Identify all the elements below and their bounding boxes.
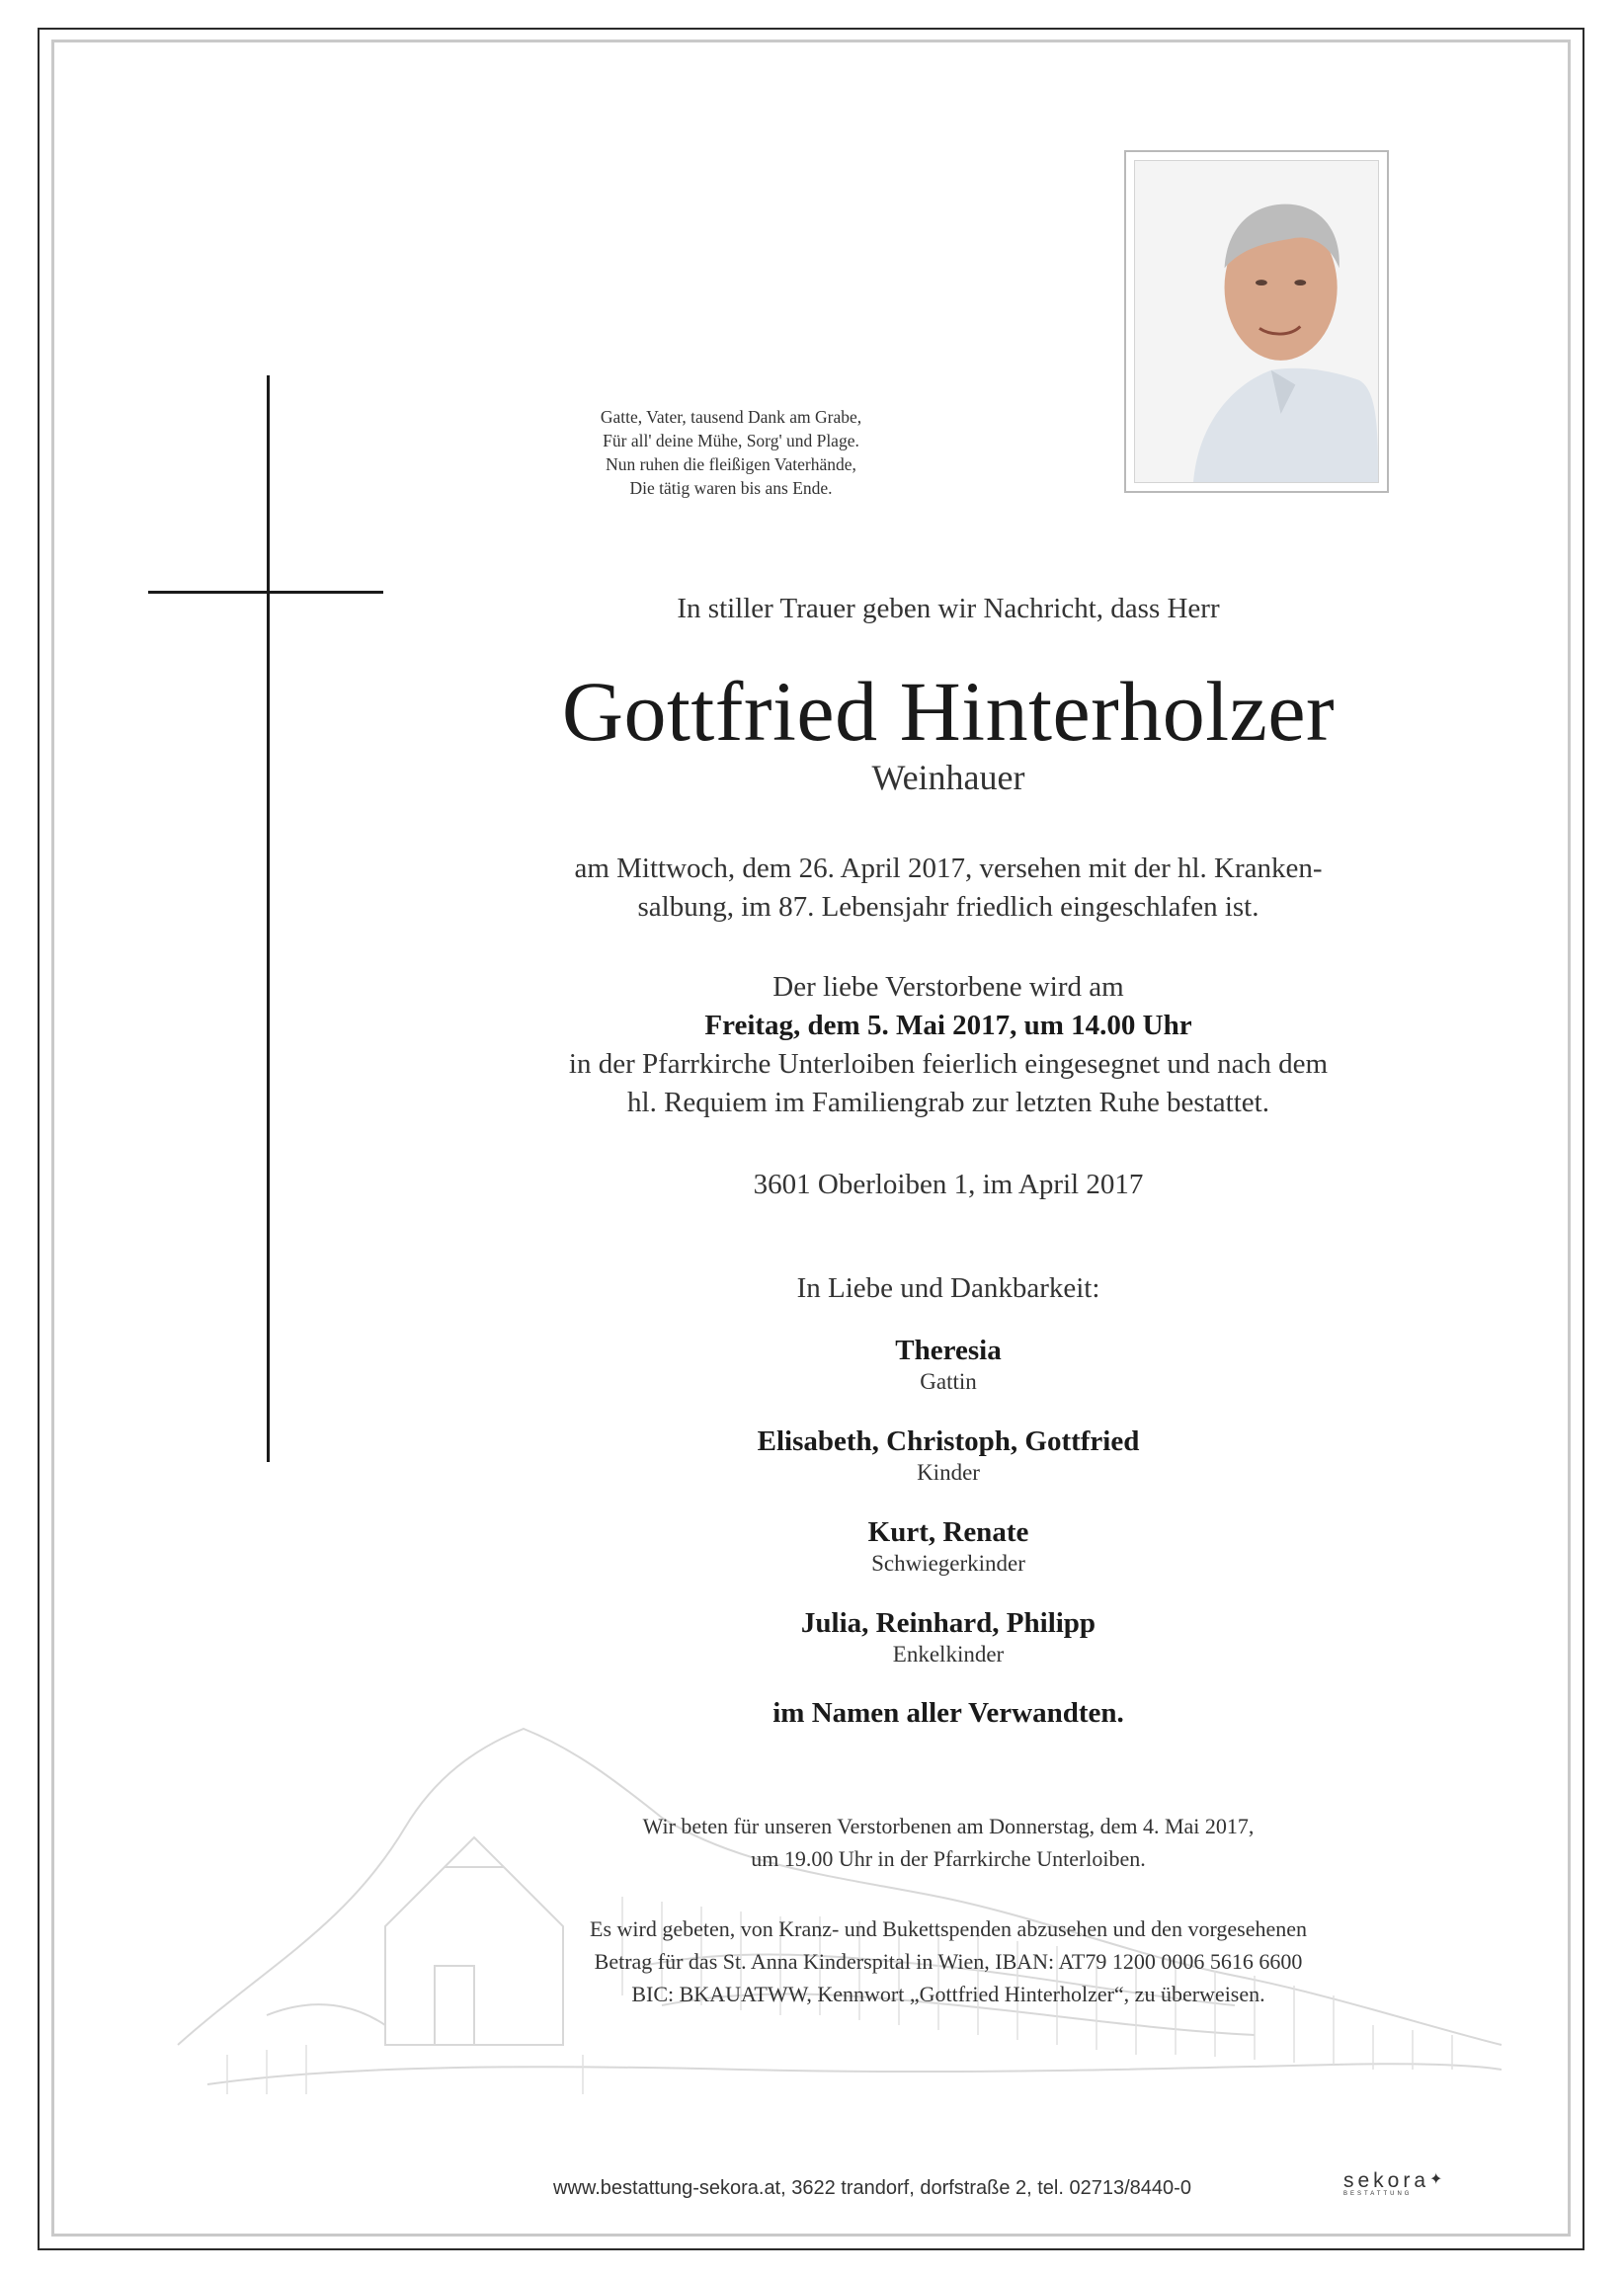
thanks-heading: In Liebe und Dankbarkeit: (796, 1272, 1100, 1304)
prayer-notice (435, 1810, 1462, 1875)
logo-subtitle: BESTATTUNG (1343, 2191, 1413, 2197)
cross-horizontal-bar (148, 591, 383, 594)
family-relation: Schwiegerkinder (871, 1551, 1025, 1576)
death-notice (435, 850, 1462, 927)
family-names: Kurt, Renate (867, 1516, 1029, 1548)
donation-line: BIC: BKAUATWW, Kennwort „Gottfried Hinterholzer“, zu überweisen. (631, 1982, 1265, 2006)
donation-line: Es wird gebeten, von Kranz- und Bukettspenden abzusehen und den vorgesehenen (590, 1916, 1307, 1941)
family-group (435, 1606, 1462, 1669)
funeral-line: hl. Requiem im Familiengrab zur letzten Ruhe bestattet. (627, 1087, 1269, 1118)
funeral-line: in der Pfarrkirche Unterloiben feierlich eingesegnet und nach dem (568, 1048, 1329, 1080)
poem (553, 405, 909, 500)
logo-wordmark: sekora✦ (1343, 2169, 1447, 2192)
funeral-date: Freitag, dem 5. Mai 2017, um 14.00 Uhr (704, 1010, 1192, 1041)
family-relation: Kinder (917, 1460, 980, 1485)
landscape-watermark (148, 1669, 1511, 2134)
deceased-occupation: Weinhauer (871, 758, 1025, 797)
family-names: Theresia (895, 1335, 1002, 1366)
cross-vertical-bar (267, 375, 270, 1462)
sekora-logo (1343, 2169, 1446, 2197)
bird-icon: ✦ (1429, 2171, 1447, 2188)
portrait-illustration (1135, 161, 1378, 482)
death-line: salbung, im 87. Lebensjahr friedlich eingeschlafen ist. (637, 891, 1259, 923)
closing-line: im Namen aller Verwandten. (772, 1697, 1124, 1729)
funeral-notice (435, 968, 1462, 1122)
family-group (435, 1515, 1462, 1579)
prayer-line: um 19.00 Uhr in der Pfarrkirche Unterloiben. (751, 1846, 1146, 1871)
family-relation: Enkelkinder (892, 1642, 1005, 1667)
family-group (435, 1424, 1462, 1488)
donation-line: Betrag für das St. Anna Kinderspital in Wien, IBAN: AT79 1200 0006 5616 6600 (594, 1949, 1303, 1974)
poem-line: Gatte, Vater, tausend Dank am Grabe, (600, 407, 862, 427)
prayer-line: Wir beten für unseren Verstorbenen am Donnerstag, dem 4. Mai 2017, (642, 1814, 1255, 1838)
funeral-line: Der liebe Verstorbene wird am (772, 971, 1124, 1003)
family-names: Elisabeth, Christoph, Gottfried (757, 1425, 1140, 1457)
poem-line: Für all' deine Mühe, Sorg' und Plage. (603, 431, 859, 450)
donation-notice (435, 1912, 1462, 2010)
portrait-photo (1124, 150, 1389, 493)
poem-line: Nun ruhen die fleißigen Vaterhände, (606, 454, 856, 474)
death-line: am Mittwoch, dem 26. April 2017, versehen mit der hl. Kranken- (574, 853, 1323, 884)
family-group (435, 1334, 1462, 1397)
footer-contact: www.bestattung-sekora.at, 3622 trandorf, dorfstraße 2, tel. 02713/8440-0 (553, 2177, 1191, 2199)
place-date: 3601 Oberloiben 1, im April 2017 (753, 1169, 1144, 1200)
family-names: Julia, Reinhard, Philipp (800, 1607, 1096, 1639)
deceased-name: Gottfried Hinterholzer (561, 664, 1336, 759)
poem-line: Die tätig waren bis ans Ende. (629, 478, 833, 498)
family-relation: Gattin (920, 1369, 977, 1394)
intro-text: In stiller Trauer geben wir Nachricht, dass Herr (677, 593, 1220, 624)
